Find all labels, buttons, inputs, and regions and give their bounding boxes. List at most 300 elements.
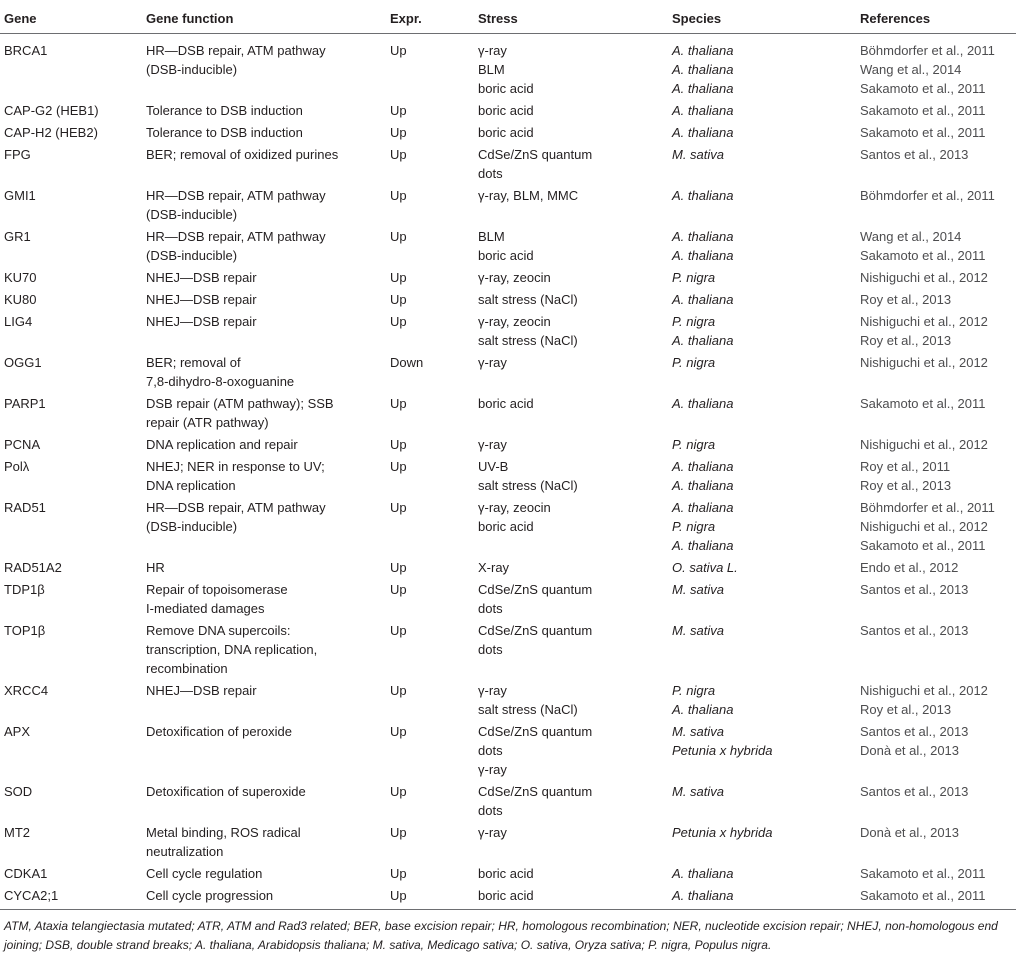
cell-gene-function-line: HR—DSB repair, ATM pathway — [146, 43, 326, 58]
cell-references — [854, 101, 1016, 123]
cell-gene-function-line: Detoxification of peroxide — [146, 724, 292, 739]
cell-references-line: Endo et al., 2012 — [860, 560, 959, 575]
cell-species-line: Petunia x hybrida — [672, 825, 773, 840]
cell-gene: BRCA1 — [4, 43, 48, 58]
cell-gene-function-line: (DSB-inducible) — [146, 207, 238, 222]
gene-table — [0, 3, 1016, 910]
cell-gene-function — [140, 498, 384, 558]
cell-expression: Up — [390, 560, 407, 575]
cell-species-line: P. nigra — [672, 355, 716, 370]
cell-references-line: Sakamoto et al., 2011 — [860, 125, 986, 140]
cell-gene-function — [140, 886, 384, 910]
cell-stress-line: boric acid — [478, 81, 534, 96]
table-row — [0, 394, 1016, 435]
cell-species — [666, 394, 854, 435]
cell-species-line: P. nigra — [672, 519, 716, 534]
cell-references-line: Sakamoto et al., 2011 — [860, 538, 986, 553]
cell-species-line: A. thaliana — [672, 248, 734, 263]
cell-species — [666, 886, 854, 910]
cell-expression: Down — [390, 355, 424, 370]
cell-gene: CYCA2;1 — [0, 886, 140, 910]
cell-references-line: Nishiguchi et al., 2012 — [860, 314, 988, 329]
cell-gene-function — [140, 782, 384, 823]
cell-gene-function — [140, 457, 384, 498]
cell-gene-function-line: Cell cycle progression — [146, 888, 274, 903]
cell-stress-line: boric acid — [478, 103, 534, 118]
cell-gene: LIG4 — [4, 314, 33, 329]
cell-gene-function-line: HR—DSB repair, ATM pathway — [146, 188, 326, 203]
cell-stress — [472, 186, 666, 227]
table-row — [0, 886, 1016, 910]
cell-references-line: Wang et al., 2014 — [860, 62, 962, 77]
cell-stress-line: salt stress (NaCl) — [478, 478, 578, 493]
header-stress: Stress — [472, 3, 666, 34]
cell-references-line: Sakamoto et al., 2011 — [860, 248, 986, 263]
cell-gene-function — [140, 312, 384, 353]
cell-stress — [472, 580, 666, 621]
cell-expression: Up — [390, 437, 407, 452]
cell-gene-function — [140, 145, 384, 186]
cell-expression: Up — [390, 147, 407, 162]
table-row — [0, 186, 1016, 227]
table-row — [0, 558, 1016, 580]
cell-references — [854, 353, 1016, 394]
cell-species-line: A. thaliana — [672, 229, 734, 244]
cell-references-line: Roy et al., 2013 — [860, 702, 952, 717]
cell-gene-function-line: Metal binding, ROS radical — [146, 825, 301, 840]
table-footnote: ATM, Ataxia telangiectasia mutated; ATR, ATM and Rad3 related; BER, base excision repair; HR, homologous recombination; NER, nucleotide excision repair; NHEJ, non-homologous end joining; DSB, double strand breaks; A. thaliana, Arabidopsis thaliana; M. sativa, Medicago sativa; O. sativa, Oryza sativa; P. nigra, Populus nigra. — [4, 919, 998, 952]
cell-species-line: A. thaliana — [672, 500, 734, 515]
cell-references-line: Santos et al., 2013 — [860, 582, 969, 597]
cell-stress — [472, 457, 666, 498]
cell-expression: Up — [390, 229, 407, 244]
cell-references-line: Donà et al., 2013 — [860, 825, 960, 840]
header-row — [0, 3, 1016, 34]
cell-gene: XRCC4 — [4, 683, 49, 698]
cell-species — [666, 782, 854, 823]
cell-gene-function-line: repair (ATR pathway) — [146, 415, 269, 430]
cell-species-line: M. sativa — [672, 724, 725, 739]
cell-references — [854, 227, 1016, 268]
cell-references-line: Sakamoto et al., 2011 — [860, 866, 986, 881]
table-row — [0, 145, 1016, 186]
cell-stress-line: CdSe/ZnS quantum — [478, 582, 593, 597]
cell-species — [666, 353, 854, 394]
cell-gene: PCNA — [4, 437, 41, 452]
cell-references — [854, 580, 1016, 621]
cell-species — [666, 435, 854, 457]
cell-stress — [472, 34, 666, 102]
cell-species-line: A. thaliana — [672, 333, 734, 348]
cell-gene: TOP1β — [4, 623, 46, 638]
cell-stress-line: salt stress (NaCl) — [478, 292, 578, 307]
cell-species-line: P. nigra — [672, 270, 716, 285]
cell-gene-function-line: HR—DSB repair, ATM pathway — [146, 500, 326, 515]
cell-references — [854, 864, 1016, 886]
cell-stress — [472, 722, 666, 782]
cell-references-line: Nishiguchi et al., 2012 — [860, 355, 988, 370]
cell-species — [666, 823, 854, 864]
cell-stress-line: boric acid — [478, 888, 534, 903]
cell-gene: KU70 — [4, 270, 37, 285]
cell-gene-function-line: Tolerance to DSB induction — [146, 125, 303, 140]
cell-expression: Up — [390, 683, 407, 698]
cell-species — [666, 101, 854, 123]
cell-species-line: A. thaliana — [672, 888, 734, 903]
cell-species-line: O. sativa L. — [672, 560, 738, 575]
cell-stress-line: BLM — [478, 62, 505, 77]
cell-references-line: Nishiguchi et al., 2012 — [860, 519, 988, 534]
cell-species — [666, 457, 854, 498]
cell-gene: RAD51 — [4, 500, 46, 515]
cell-references-line: Roy et al., 2011 — [860, 459, 951, 474]
cell-species-line: M. sativa — [672, 623, 725, 638]
cell-species-line: A. thaliana — [672, 538, 734, 553]
cell-gene-function — [140, 227, 384, 268]
cell-stress-line: UV-B — [478, 459, 509, 474]
cell-expression: Up — [390, 623, 407, 638]
cell-references-line: Wang et al., 2014 — [860, 229, 962, 244]
cell-stress — [472, 268, 666, 290]
cell-stress — [472, 435, 666, 457]
cell-gene: CDKA1 — [4, 866, 48, 881]
cell-expression: Up — [390, 43, 407, 58]
cell-stress-line: boric acid — [478, 396, 534, 411]
cell-stress — [472, 621, 666, 681]
cell-references-line: Santos et al., 2013 — [860, 147, 969, 162]
cell-species-line: A. thaliana — [672, 188, 734, 203]
cell-references — [854, 782, 1016, 823]
cell-gene-function — [140, 722, 384, 782]
cell-gene: PARP1 — [4, 396, 46, 411]
cell-gene-function-line: BER; removal of oxidized purines — [146, 147, 339, 162]
cell-gene: FPG — [4, 147, 31, 162]
cell-stress — [472, 101, 666, 123]
cell-stress — [472, 782, 666, 823]
cell-gene: TDP1β — [4, 582, 45, 597]
cell-species — [666, 621, 854, 681]
table-row — [0, 498, 1016, 558]
cell-expression: Up — [390, 188, 407, 203]
cell-gene-function-line: Repair of topoisomerase — [146, 582, 288, 597]
table-row — [0, 681, 1016, 722]
cell-species — [666, 123, 854, 145]
cell-references — [854, 435, 1016, 457]
cell-expression: Up — [390, 292, 407, 307]
cell-species — [666, 268, 854, 290]
table-row — [0, 864, 1016, 886]
cell-stress-line: CdSe/ZnS quantum — [478, 147, 593, 162]
cell-species — [666, 722, 854, 782]
cell-species — [666, 34, 854, 102]
cell-gene-function-line: Detoxification of superoxide — [146, 784, 306, 799]
cell-stress-line: dots — [478, 601, 503, 616]
cell-gene: CAP-G2 (HEB1) — [4, 103, 99, 118]
cell-gene: KU80 — [4, 292, 37, 307]
cell-gene-function-line: DNA replication — [146, 478, 236, 493]
cell-references — [854, 823, 1016, 864]
cell-gene-function — [140, 394, 384, 435]
cell-species-line: A. thaliana — [672, 702, 734, 717]
table-row — [0, 782, 1016, 823]
cell-gene: SOD — [4, 784, 33, 799]
cell-stress-line: salt stress (NaCl) — [478, 333, 578, 348]
cell-references — [854, 123, 1016, 145]
cell-species-line: M. sativa — [672, 147, 725, 162]
cell-gene-function-line: DSB repair (ATM pathway); SSB — [146, 396, 334, 411]
cell-gene-function-line: NHEJ—DSB repair — [146, 683, 257, 698]
cell-references-line: Nishiguchi et al., 2012 — [860, 437, 988, 452]
cell-references — [854, 145, 1016, 186]
cell-gene-function-line: NHEJ—DSB repair — [146, 314, 257, 329]
cell-gene-function — [140, 186, 384, 227]
table-row — [0, 123, 1016, 145]
cell-gene-function-line: HR—DSB repair, ATM pathway — [146, 229, 326, 244]
cell-stress-line: dots — [478, 803, 503, 818]
cell-stress-line: γ-ray, zeocin — [478, 314, 551, 329]
cell-gene-function — [140, 558, 384, 580]
cell-references-line: Roy et al., 2013 — [860, 292, 952, 307]
cell-stress-line: dots — [478, 743, 503, 758]
table-row — [0, 312, 1016, 353]
cell-gene-function — [140, 435, 384, 457]
cell-stress-line: CdSe/ZnS quantum — [478, 623, 593, 638]
table-row — [0, 722, 1016, 782]
cell-expression: Up — [390, 724, 407, 739]
cell-gene-function-line: NHEJ; NER in response to UV; — [146, 459, 325, 474]
cell-stress — [472, 823, 666, 864]
cell-gene-function-line: BER; removal of — [146, 355, 241, 370]
cell-species — [666, 290, 854, 312]
cell-gene-function-line: Remove DNA supercoils: — [146, 623, 291, 638]
cell-references-line: Sakamoto et al., 2011 — [860, 888, 986, 903]
cell-expression: Up — [390, 825, 407, 840]
cell-stress — [472, 394, 666, 435]
cell-species-line: A. thaliana — [672, 478, 734, 493]
header-gene: Gene — [0, 3, 140, 34]
cell-gene-function-line: NHEJ—DSB repair — [146, 292, 257, 307]
table-row — [0, 353, 1016, 394]
cell-expression: Up — [390, 125, 407, 140]
cell-references — [854, 34, 1016, 102]
cell-gene-function-line: (DSB-inducible) — [146, 519, 238, 534]
cell-references — [854, 186, 1016, 227]
cell-references-line: Santos et al., 2013 — [860, 784, 969, 799]
cell-stress-line: γ-ray — [478, 762, 507, 777]
cell-gene-function-line: DNA replication and repair — [146, 437, 298, 452]
cell-species-line: M. sativa — [672, 784, 725, 799]
cell-gene-function — [140, 621, 384, 681]
cell-gene-function-line: HR — [146, 560, 165, 575]
cell-stress-line: BLM — [478, 229, 505, 244]
cell-references-line: Sakamoto et al., 2011 — [860, 103, 986, 118]
cell-gene-function — [140, 353, 384, 394]
cell-stress-line: boric acid — [478, 866, 534, 881]
cell-references — [854, 312, 1016, 353]
cell-stress-line: X-ray — [478, 560, 510, 575]
cell-stress — [472, 123, 666, 145]
cell-gene: CAP-H2 (HEB2) — [4, 125, 98, 140]
cell-references-line: Böhmdorfer et al., 2011 — [860, 188, 995, 203]
table-row — [0, 457, 1016, 498]
table-row — [0, 621, 1016, 681]
cell-species-line: A. thaliana — [672, 292, 734, 307]
cell-stress — [472, 886, 666, 910]
cell-species — [666, 186, 854, 227]
header-expression: Expr. — [384, 3, 472, 34]
table-row — [0, 580, 1016, 621]
cell-stress-line: salt stress (NaCl) — [478, 702, 578, 717]
cell-species-line: A. thaliana — [672, 125, 734, 140]
table-body — [0, 34, 1016, 910]
cell-stress-line: CdSe/ZnS quantum — [478, 724, 593, 739]
cell-species-line: A. thaliana — [672, 62, 734, 77]
cell-references-line: Donà et al., 2013 — [860, 743, 960, 758]
cell-expression: Up — [390, 396, 407, 411]
cell-stress-line: γ-ray, zeocin — [478, 500, 551, 515]
cell-references — [854, 886, 1016, 910]
cell-gene-function-line: I-mediated damages — [146, 601, 265, 616]
cell-gene-function — [140, 864, 384, 886]
cell-expression: Up — [384, 886, 472, 910]
cell-gene-function-line: (DSB-inducible) — [146, 248, 238, 263]
cell-stress-line: γ-ray — [478, 355, 507, 370]
cell-species — [666, 864, 854, 886]
cell-expression: Up — [390, 270, 407, 285]
cell-references — [854, 498, 1016, 558]
cell-stress — [472, 290, 666, 312]
cell-species-line: A. thaliana — [672, 866, 734, 881]
cell-gene-function — [140, 290, 384, 312]
cell-stress-line: γ-ray, zeocin — [478, 270, 551, 285]
cell-species-line: Petunia x hybrida — [672, 743, 773, 758]
cell-stress-line: γ-ray — [478, 683, 507, 698]
cell-expression: Up — [390, 582, 407, 597]
cell-references-line: Sakamoto et al., 2011 — [860, 396, 986, 411]
cell-gene-function — [140, 123, 384, 145]
cell-stress-line: dots — [478, 166, 503, 181]
table-row — [0, 823, 1016, 864]
cell-stress-line: γ-ray, BLM, MMC — [478, 188, 579, 203]
cell-stress-line: boric acid — [478, 519, 534, 534]
cell-gene-function-line: 7,8-dihydro-8-oxoguanine — [146, 374, 295, 389]
cell-references — [854, 394, 1016, 435]
cell-gene-function-line: neutralization — [146, 844, 224, 859]
cell-species-line: A. thaliana — [672, 81, 734, 96]
cell-references-line: Böhmdorfer et al., 2011 — [860, 43, 995, 58]
cell-species-line: A. thaliana — [672, 459, 734, 474]
cell-gene: RAD51A2 — [4, 560, 62, 575]
header-species: Species — [666, 3, 854, 34]
cell-species — [666, 498, 854, 558]
cell-stress-line: dots — [478, 642, 503, 657]
cell-species-line: P. nigra — [672, 437, 716, 452]
header-gene-function: Gene function — [140, 3, 384, 34]
cell-stress — [472, 558, 666, 580]
cell-gene-function — [140, 34, 384, 102]
cell-gene-function-line: transcription, DNA replication, — [146, 642, 318, 657]
cell-gene-function-line: (DSB-inducible) — [146, 62, 238, 77]
cell-stress — [472, 145, 666, 186]
cell-references-line: Roy et al., 2013 — [860, 333, 952, 348]
cell-species — [666, 145, 854, 186]
cell-gene-function — [140, 268, 384, 290]
header-references: References — [854, 3, 1016, 34]
cell-expression: Up — [390, 459, 407, 474]
cell-references-line: Nishiguchi et al., 2012 — [860, 270, 988, 285]
table-row — [0, 101, 1016, 123]
cell-stress — [472, 864, 666, 886]
table-header — [0, 3, 1016, 34]
cell-references — [854, 558, 1016, 580]
cell-species-line: A. thaliana — [672, 396, 734, 411]
table-row — [0, 268, 1016, 290]
cell-gene: GMI1 — [4, 188, 36, 203]
cell-references — [854, 621, 1016, 681]
cell-references — [854, 268, 1016, 290]
cell-stress — [472, 312, 666, 353]
cell-references-line: Santos et al., 2013 — [860, 623, 969, 638]
table-row — [0, 290, 1016, 312]
cell-gene: APX — [4, 724, 31, 739]
cell-species-line: A. thaliana — [672, 103, 734, 118]
cell-stress-line: boric acid — [478, 125, 534, 140]
cell-expression: Up — [390, 866, 407, 881]
cell-species-line: P. nigra — [672, 314, 716, 329]
cell-gene-function-line: Tolerance to DSB induction — [146, 103, 303, 118]
cell-expression: Up — [390, 314, 407, 329]
table-row — [0, 227, 1016, 268]
cell-gene-function — [140, 823, 384, 864]
cell-species-line: M. sativa — [672, 582, 725, 597]
cell-stress-line: γ-ray — [478, 437, 507, 452]
cell-species — [666, 558, 854, 580]
cell-stress — [472, 227, 666, 268]
cell-gene-function — [140, 580, 384, 621]
cell-gene-function-line: NHEJ—DSB repair — [146, 270, 257, 285]
table-row — [0, 34, 1016, 102]
table-row — [0, 435, 1016, 457]
cell-expression: Up — [390, 500, 407, 515]
cell-references — [854, 681, 1016, 722]
cell-gene: OGG1 — [4, 355, 42, 370]
cell-references-line: Roy et al., 2013 — [860, 478, 952, 493]
cell-references-line: Santos et al., 2013 — [860, 724, 969, 739]
cell-references-line: Böhmdorfer et al., 2011 — [860, 500, 995, 515]
cell-species — [666, 580, 854, 621]
cell-references-line: Nishiguchi et al., 2012 — [860, 683, 988, 698]
cell-gene: GR1 — [4, 229, 31, 244]
cell-species-line: A. thaliana — [672, 43, 734, 58]
cell-species-line: P. nigra — [672, 683, 716, 698]
cell-species — [666, 227, 854, 268]
cell-gene-function — [140, 101, 384, 123]
cell-expression: Up — [390, 784, 407, 799]
cell-stress — [472, 681, 666, 722]
cell-gene-function-line: recombination — [146, 661, 228, 676]
cell-stress-line: γ-ray — [478, 43, 507, 58]
cell-gene-function — [140, 681, 384, 722]
cell-gene-function-line: Cell cycle regulation — [146, 866, 263, 881]
cell-stress-line: CdSe/ZnS quantum — [478, 784, 593, 799]
cell-expression: Up — [390, 103, 407, 118]
cell-stress-line: boric acid — [478, 248, 534, 263]
cell-references — [854, 722, 1016, 782]
cell-stress — [472, 353, 666, 394]
cell-stress-line: γ-ray — [478, 825, 507, 840]
cell-species — [666, 312, 854, 353]
cell-references — [854, 457, 1016, 498]
